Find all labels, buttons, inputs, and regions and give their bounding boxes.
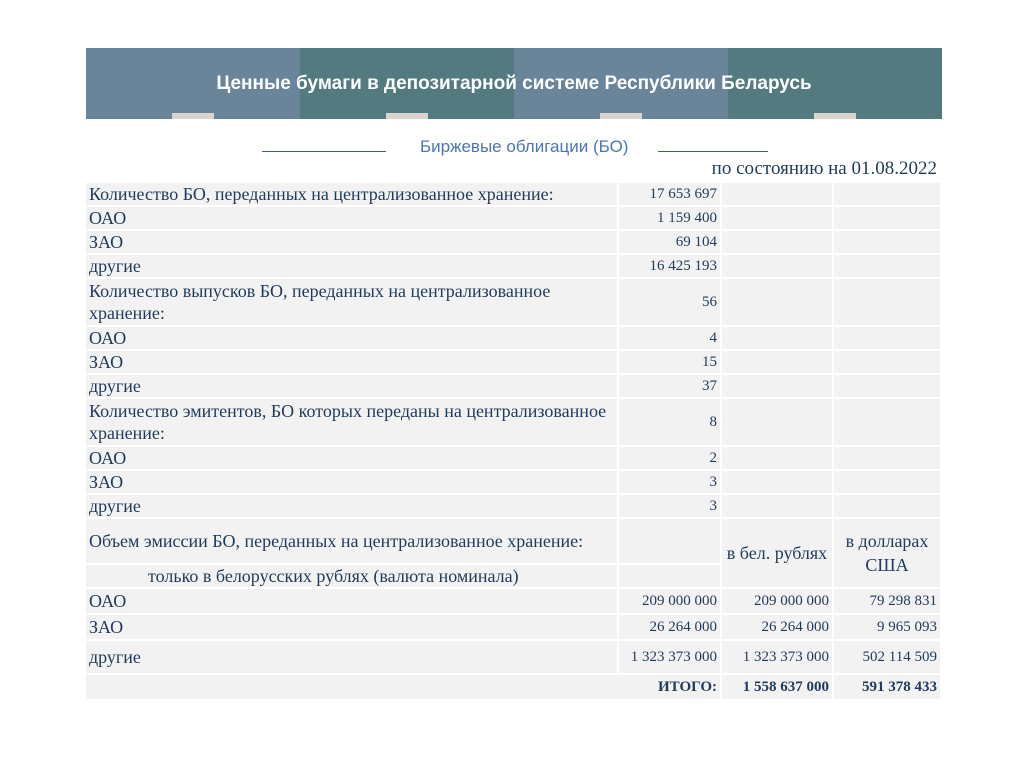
row-label: Количество БО, переданных на централизованное хранение: [86,183,619,207]
total-byn: 1 558 637 000 [722,675,834,701]
empty-cell [834,279,942,327]
empty-cell [722,279,834,327]
row-label: ЗАО [86,231,619,255]
row-value: 4 [619,327,722,351]
table-row [86,589,942,615]
byn-value: 209 000 000 [722,589,834,615]
usd-value: 9 965 093 [834,615,942,641]
table-row [86,231,942,255]
table-row [86,447,942,471]
empty-cell [834,471,942,495]
row-label: другие [86,641,619,675]
row-value: 69 104 [619,231,722,255]
page-title: Ценные бумаги в депозитарной системе Республики Беларусь [216,72,812,94]
table-row [86,279,942,327]
row-value: 3 [619,471,722,495]
empty-cell [834,183,942,207]
total-row [86,675,942,701]
as-of-date: по состоянию на 01.08.2022 [711,158,937,179]
row-value: 2 [619,447,722,471]
empty-cell [834,351,942,375]
row-label: другие [86,495,619,519]
row-value: 8 [619,399,722,447]
empty-cell [619,519,722,565]
empty-cell [834,375,942,399]
row-label: ОАО [86,589,619,615]
table-row [86,615,942,641]
byn-value: 26 264 000 [722,615,834,641]
table-row [86,641,942,675]
column-header-byn: в бел. рублях [722,519,834,589]
nominal-value: 209 000 000 [619,589,722,615]
table-row [86,351,942,375]
empty-cell [722,231,834,255]
row-value: 17 653 697 [619,183,722,207]
empty-cell [722,471,834,495]
empty-cell [722,399,834,447]
nominal-value: 26 264 000 [619,615,722,641]
table-row [86,327,942,351]
subtitle-divider-left [262,151,386,152]
row-value: 1 159 400 [619,207,722,231]
row-value: 15 [619,351,722,375]
column-header-usd: в долларах США [834,519,942,589]
empty-cell [722,255,834,279]
row-label: ОАО [86,327,619,351]
table-row [86,399,942,447]
emission-sublabel: только в белорусских рублях (валюта номинала) [86,565,619,589]
empty-cell [834,255,942,279]
row-value: 37 [619,375,722,399]
empty-cell [834,447,942,471]
empty-cell [834,495,942,519]
table-row [86,471,942,495]
table-row [86,183,942,207]
nominal-value: 1 323 373 000 [619,641,722,675]
table-row [86,207,942,231]
row-label: Количество эмитентов, БО которых переданы на централизованное хранение: [86,399,619,447]
empty-cell [722,447,834,471]
empty-cell [619,565,722,589]
row-label: Количество выпусков БО, переданных на централизованное хранение: [86,279,619,327]
empty-cell [722,351,834,375]
empty-cell [722,375,834,399]
table-row [86,375,942,399]
emission-label: Объем эмиссии БО, переданных на централизованное хранение: [86,519,619,565]
row-label: ЗАО [86,351,619,375]
empty-cell [722,183,834,207]
row-value: 16 425 193 [619,255,722,279]
subtitle-divider-right [658,151,768,152]
section-subtitle: Биржевые облигации (БО) [420,137,629,156]
empty-cell [834,207,942,231]
row-value: 56 [619,279,722,327]
row-label: ОАО [86,207,619,231]
row-value: 3 [619,495,722,519]
securities-table [86,183,942,701]
total-label: ИТОГО: [86,675,722,701]
empty-cell [722,495,834,519]
empty-cell [834,231,942,255]
emission-header-row [86,519,942,565]
table-row [86,495,942,519]
total-usd: 591 378 433 [834,675,942,701]
usd-value: 79 298 831 [834,589,942,615]
byn-value: 1 323 373 000 [722,641,834,675]
empty-cell [722,207,834,231]
row-label: другие [86,375,619,399]
empty-cell [834,327,942,351]
row-label: другие [86,255,619,279]
empty-cell [722,327,834,351]
row-label: ЗАО [86,615,619,641]
row-label: ОАО [86,447,619,471]
table-row [86,255,942,279]
empty-cell [834,399,942,447]
usd-value: 502 114 509 [834,641,942,675]
row-label: ЗАО [86,471,619,495]
